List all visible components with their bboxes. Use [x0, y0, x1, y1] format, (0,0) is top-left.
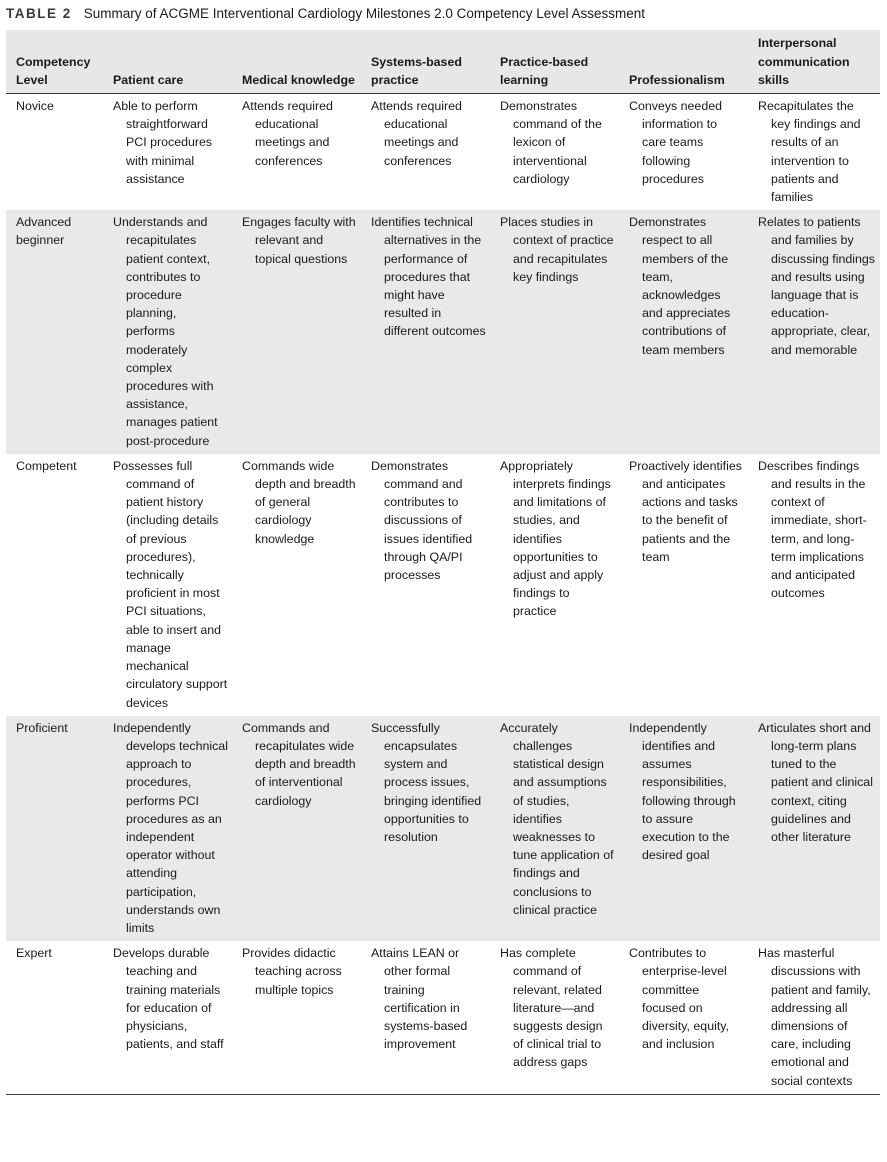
table-cell — [748, 454, 880, 716]
cell-text: Describes findings and results in the context of immediate, short-term, and long-term implications and anticipated outcomes — [758, 458, 867, 601]
row-level: Proficient — [16, 720, 68, 735]
table-cell — [490, 454, 619, 716]
table-row-competent — [6, 454, 880, 716]
cell-text: Accurately challenges statistical design and assumptions of studies, identifies weaknesses to tune application of findings and conclusions to clinical practice — [500, 720, 614, 917]
table-cell — [619, 716, 748, 941]
cell-text: Independently identifies and assumes responsibilities, following through to assure execution to the desired goal — [629, 720, 736, 863]
cell-text: Attends required educational meetings and conferences — [242, 99, 333, 168]
cell-text: Able to perform straightforward PCI procedures with minimal assistance — [113, 99, 213, 186]
table-row-proficient — [6, 716, 880, 941]
cell-text: Commands and recapitulates wide depth and breadth of interventional cardiology — [242, 720, 356, 808]
cell-text: Recapitulates the key findings and results of an intervention to patients and families — [758, 99, 861, 205]
cell-text: Develops durable teaching and training materials for education of physicians, patients, and staff — [113, 946, 224, 1052]
cell-text: Demonstrates command and contributes to discussions of issues identified through QA/PI processes — [371, 458, 473, 583]
cell-text: Demonstrates respect to all members of the team, acknowledges and appreciates contributions of team members — [629, 215, 731, 357]
table-cell — [232, 454, 361, 716]
cell-text: Identifies technical alternatives in the performance of procedures that might have resulted in different outcomes — [371, 215, 486, 339]
table-cell — [490, 94, 619, 211]
table-title: Summary of ACGME Interventional Cardiology Milestones 2.0 Competency Level Assessment — [83, 6, 646, 21]
row-level: Advanced beginner — [16, 215, 72, 248]
table-cell — [361, 941, 490, 1094]
table-cell — [232, 94, 361, 211]
cell-text: Possesses full command of patient history (including details of previous procedures), technically proficient in most PCI situations, able to insert and manage mechanical circulatory support devices — [113, 458, 228, 710]
table-cell — [103, 716, 232, 941]
table-cell — [232, 941, 361, 1094]
cell-text: Commands wide depth and breadth of general cardiology knowledge — [242, 458, 356, 546]
milestones-table — [6, 30, 880, 1095]
table-row-advanced-beginner — [6, 210, 880, 454]
table-cell — [361, 210, 490, 454]
cell-text: Successfully encapsulates system and process issues, bringing identified opportunities to resolution — [371, 720, 482, 844]
header-interpersonal-communication-skills: Interpersonal communication skills — [748, 30, 880, 94]
cell-text: Proactively identifies and anticipates actions and tasks to the benefit of patients and the team — [629, 458, 742, 564]
table-cell — [748, 716, 880, 941]
table-cell — [361, 94, 490, 211]
row-level: Competent — [16, 458, 77, 473]
table-cell — [619, 941, 748, 1094]
cell-text: Has masterful discussions with patient and family, addressing all dimensions of care, including emotional and social contexts — [758, 946, 871, 1088]
header-patient-care: Patient care — [103, 30, 232, 94]
cell-text: Attends required educational meetings and conferences — [371, 99, 462, 168]
table-row-novice — [6, 94, 880, 211]
cell-text: Has complete command of relevant, related literature—and suggests design of clinical trial to address gaps — [500, 946, 603, 1070]
table-cell — [103, 454, 232, 716]
milestones-table-container — [6, 30, 880, 1095]
header-professionalism: Professionalism — [619, 30, 748, 94]
table-cell — [103, 210, 232, 454]
header-medical-knowledge: Medical knowledge — [232, 30, 361, 94]
header-practice-based-learning: Practice-based learning — [490, 30, 619, 94]
cell-text: Places studies in context of practice and recapitulates key findings — [500, 215, 614, 284]
cell-text: Conveys needed information to care teams following procedures — [629, 99, 722, 186]
table-cell — [232, 716, 361, 941]
table-cell — [361, 716, 490, 941]
table-cell — [490, 941, 619, 1094]
table-label: TABLE 2 — [6, 6, 72, 21]
table-cell — [103, 941, 232, 1094]
table-cell — [490, 716, 619, 941]
cell-text: Contributes to enterprise-level committee focused on diversity, equity, and inclusion — [629, 946, 729, 1052]
cell-text: Engages faculty with relevant and topical questions — [242, 215, 356, 266]
header-systems-based-practice: Systems-based practice — [361, 30, 490, 94]
table-cell — [619, 454, 748, 716]
table-header-row — [6, 30, 880, 94]
table-caption — [6, 5, 645, 25]
cell-text: Appropriately interprets findings and limitations of studies, and identifies opportunities to adjust and apply findings to practice — [500, 458, 611, 619]
cell-text: Provides didactic teaching across multiple topics — [242, 946, 342, 997]
cell-text: Understands and recapitulates patient context, contributes to procedure planning, performs moderately complex procedures with assistance, manages patient post-procedure — [113, 215, 218, 448]
table-row-expert — [6, 941, 880, 1094]
row-level: Novice — [16, 99, 54, 113]
table-cell — [619, 94, 748, 211]
table-cell — [103, 94, 232, 211]
cell-text: Relates to patients and families by discussing findings and results using language that is education-appropriate, clear, and memorable — [758, 215, 876, 357]
row-level: Expert — [6, 941, 103, 1094]
cell-text: Attains LEAN or other formal training certification in systems-based improvement — [371, 946, 468, 1052]
table-cell — [490, 210, 619, 454]
table-cell — [748, 210, 880, 454]
table-cell — [748, 94, 880, 211]
cell-text: Demonstrates command of the lexicon of interventional cardiology — [500, 99, 602, 186]
cell-text: Articulates short and long-term plans tuned to the patient and clinical context, citing guidelines and other literature — [758, 720, 873, 844]
table-cell — [361, 454, 490, 716]
table-cell — [232, 210, 361, 454]
cell-text: Independently develops technical approach to procedures, performs PCI procedures as an independent operator without attending participation, understands own limits — [113, 720, 228, 935]
table-cell — [619, 210, 748, 454]
table-cell — [748, 941, 880, 1094]
header-competency-level: Competency Level — [6, 30, 103, 94]
